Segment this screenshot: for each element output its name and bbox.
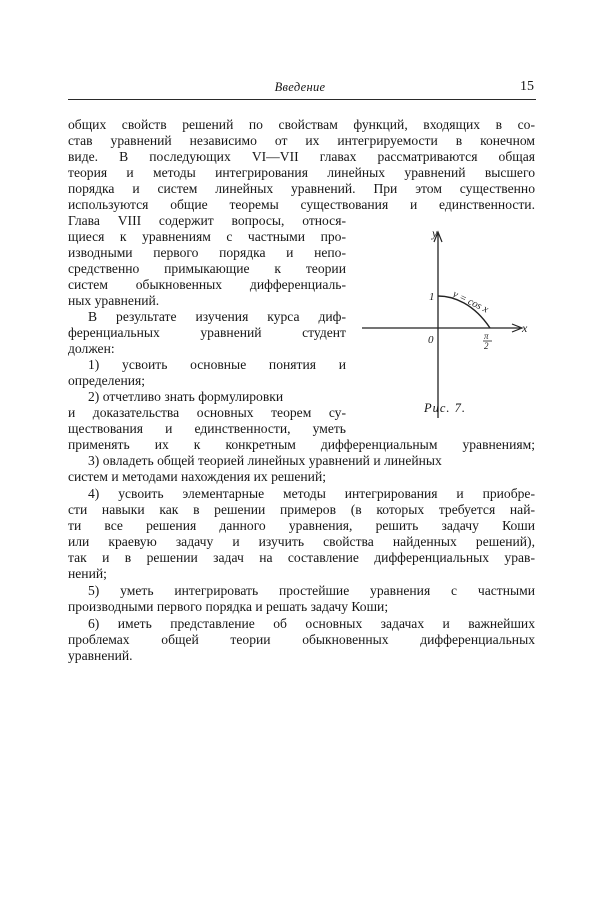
figure-cos-graph (358, 222, 530, 418)
text-line: используются общие теоремы существования и единственности. (68, 197, 535, 213)
list-item-2-continued (68, 437, 535, 453)
text-line: 3) овладеть общей теорией линейных уравнений и линейных (88, 453, 442, 468)
x-axis-label: x (522, 321, 528, 335)
text-line: проблемах общей теории обыкновенных дифференциальных (68, 632, 535, 648)
text-line: щиеся к уравнениям с частными про- (68, 229, 346, 245)
y-tick-label: 1 (429, 291, 435, 303)
text-line: уравнений. (68, 648, 133, 664)
text-line: Глава VIII содержит вопросы, относя- (68, 213, 346, 228)
running-header-title: Введение (274, 80, 326, 94)
list-item-6 (68, 616, 535, 664)
text-line: определения; (68, 373, 146, 389)
text-line: или краевую задачу и изучить свойства найденных решений), (68, 534, 535, 550)
text-line: производными первого порядка и решать задачу Коши; (68, 599, 389, 615)
text-line: так и в решении задач на составление дифференциальных урав- (68, 550, 535, 566)
text-line: общих свойств решений по свойствам функций, входящих в со- (68, 117, 535, 132)
text-line: порядка и систем линейных уравнений. При этом существенно (68, 181, 535, 197)
text-line: ти все решения данного уравнения, решить задачу Коши (68, 518, 535, 534)
text-line: систем обыкновенных дифференциаль- (68, 277, 346, 293)
list-item-3 (68, 453, 535, 485)
text-line: применять их к конкретным дифференциальным уравнениям; (68, 437, 535, 452)
figure-caption: Рис. 7. (424, 401, 467, 415)
text-line: должен: (68, 341, 115, 357)
cos-graph-svg (358, 222, 530, 418)
text-line: нений; (68, 566, 107, 582)
text-line: теория и методы интегрирования линейных уравнений высшего (68, 165, 535, 181)
text-line: В результате изучения курса диф- (88, 309, 346, 324)
curve-label: y = cos x (450, 288, 490, 316)
header-divider (68, 99, 536, 100)
text-line: 1) усвоить основные понятия и (88, 357, 346, 372)
text-line: изводными первого порядка и непо- (68, 245, 346, 261)
text-line: ференциальных уравнений студент (68, 325, 346, 341)
list-item-5 (68, 583, 535, 615)
x-tick-denominator: 2 (484, 341, 489, 351)
text-line: виде. В последующих VI—VII главах рассматриваются общая (68, 149, 535, 165)
text-line: сти навыки как в решении примеров (в которых требуется най- (68, 502, 535, 518)
text-line: систем и методами нахождения их решений; (68, 469, 327, 485)
text-line: 2) отчетливо знать формулировки (88, 389, 284, 404)
text-line: 6) иметь представление об основных задачах и важнейших (88, 616, 535, 631)
list-item-1 (68, 357, 346, 389)
text-line: ных уравнений. (68, 293, 160, 309)
text-line: 4) усвоить элементарные методы интегрирования и приобре- (88, 486, 535, 501)
text-line: 5) уметь интегрировать простейшие уравнения с частными (88, 583, 535, 598)
chapter8-paragraph (68, 213, 346, 310)
intro-paragraph (68, 117, 535, 214)
text-line: средственно примыкающие к теории (68, 261, 346, 277)
x-tick-numerator: π (484, 331, 489, 341)
list-item-4 (68, 486, 535, 583)
result-paragraph (68, 309, 346, 357)
text-line: и доказательства основных теорем су- (68, 405, 346, 421)
text-line: ществования и единственности, уметь (68, 421, 346, 437)
list-item-2 (68, 389, 346, 437)
text-line: став уравнений независимо от их интегрируемости в конечном (68, 133, 535, 149)
page-number: 15 (520, 79, 534, 94)
origin-label: 0 (428, 334, 434, 346)
y-axis-label: y (432, 226, 438, 240)
